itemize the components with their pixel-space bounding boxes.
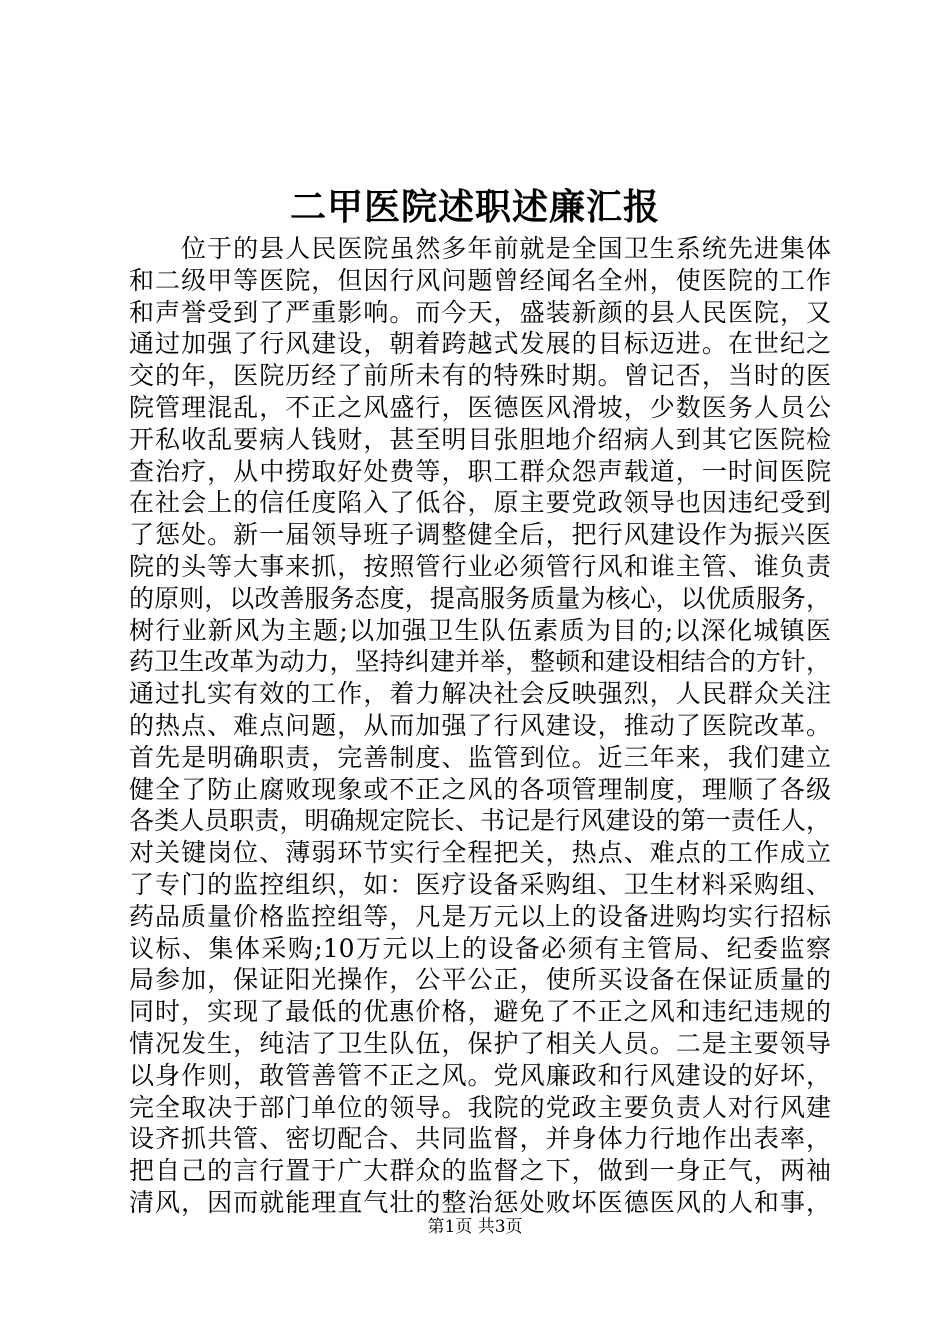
page-number-footer: 第1页 共3页 xyxy=(427,1217,523,1237)
text-line: 的原则，以改善服务态度，提高服务质量为核心，以优质服务， xyxy=(129,583,831,613)
text-line: 交的年，医院历经了前所未有的特殊时期。曾记否，当时的医 xyxy=(129,361,831,391)
text-line: 完全取决于部门单位的领导。我院的党政主要负责人对行风建 xyxy=(129,1092,831,1122)
text-line: 局参加，保证阳光操作，公平公正，使所买设备在保证质量的 xyxy=(129,965,831,995)
text-line: 药品质量价格监控组等，凡是万元以上的设备进购均实行招标 xyxy=(129,901,831,931)
text-line: 了专门的监控组织，如：医疗设备采购组、卫生材料采购组、 xyxy=(129,869,831,899)
text-line: 对关键岗位、薄弱环节实行全程把关，热点、难点的工作成立 xyxy=(129,838,831,868)
text-line: 情况发生，纯洁了卫生队伍，保护了相关人员。二是主要领导 xyxy=(129,1028,831,1058)
text-line: 通过扎实有效的工作，着力解决社会反映强烈，人民群众关注 xyxy=(129,679,831,709)
text-line: 在社会上的信任度陷入了低谷，原主要党政领导也因违纪受到 xyxy=(129,488,831,518)
text-line: 健全了防止腐败现象或不正之风的各项管理制度，理顺了各级 xyxy=(129,774,831,804)
text-line: 院管理混乱，不正之风盛行，医德医风滑坡，少数医务人员公 xyxy=(129,392,831,422)
text-line: 设齐抓共管、密切配合、共同监督，并身体力行地作出表率， xyxy=(129,1124,831,1154)
text-line: 同时，实现了最低的优惠价格，避免了不正之风和违纪违规的 xyxy=(129,997,831,1027)
text-line: 药卫生改革为动力，坚持纠建并举，整顿和建设相结合的方针， xyxy=(129,647,831,677)
text-line: 清风，因而就能理直气壮的整治惩处败坏医德医风的人和事， xyxy=(129,1187,831,1217)
text-line: 的热点、难点问题，从而加强了行风建设，推动了医院改革。 xyxy=(129,710,831,740)
text-line: 首先是明确职责，完善制度、监管到位。近三年来，我们建立 xyxy=(129,742,831,772)
text-line: 院的头等大事来抓，按照管行业必须管行风和谁主管、谁负责 xyxy=(129,551,831,581)
text-line: 查治疗，从中捞取好处费等，职工群众怨声载道，一时间医院 xyxy=(129,456,831,486)
text-line: 各类人员职责，明确规定院长、书记是行风建设的第一责任人， xyxy=(129,806,831,836)
text-line: 和二级甲等医院，但因行风问题曾经闻名全州，使医院的工作 xyxy=(129,265,831,295)
text-line: 开私收乱要病人钱财，甚至明目张胆地介绍病人到其它医院检 xyxy=(129,424,831,454)
text-line: 把自己的言行置于广大群众的监督之下，做到一身正气，两袖 xyxy=(129,1156,831,1186)
text-line: 以身作则，敢管善管不正之风。党风廉政和行风建设的好坏， xyxy=(129,1060,831,1090)
text-line: 了惩处。新一届领导班子调整健全后，把行风建设作为振兴医 xyxy=(129,520,831,550)
page-title: 二甲医院述职述廉汇报 xyxy=(289,186,660,228)
text-line: 通过加强了行风建设，朝着跨越式发展的目标迈进。在世纪之 xyxy=(129,329,831,359)
body-paragraph xyxy=(129,233,831,1219)
text-line: 和声誉受到了严重影响。而今天，盛装新颜的县人民医院，又 xyxy=(129,297,831,327)
text-line: 树行业新风为主题;以加强卫生队伍素质为目的;以深化城镇医 xyxy=(129,615,831,645)
text-line: 位于的县人民医院虽然多年前就是全国卫生系统先进集体 xyxy=(181,234,831,263)
text-line: 议标、集体采购;10万元以上的设备必须有主管局、纪委监察 xyxy=(129,933,831,963)
